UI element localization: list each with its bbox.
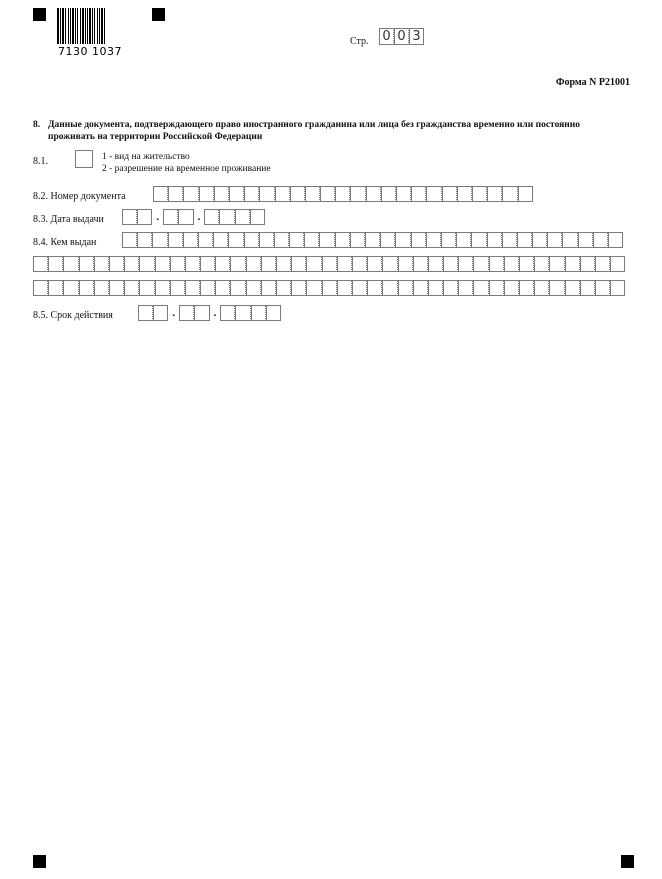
char-cell[interactable]: [578, 232, 593, 248]
char-cell[interactable]: [319, 232, 334, 248]
char-cell[interactable]: [289, 232, 304, 248]
date-separator: .: [213, 307, 217, 319]
char-cell[interactable]: [320, 186, 335, 202]
char-cell[interactable]: [122, 209, 137, 225]
char-cell[interactable]: [230, 256, 245, 272]
date-separator: .: [172, 307, 176, 319]
char-cell[interactable]: [170, 256, 185, 272]
validity-month-cells[interactable]: [179, 305, 209, 321]
char-cell[interactable]: [441, 232, 456, 248]
char-cell[interactable]: [381, 186, 396, 202]
char-cell[interactable]: [382, 256, 397, 272]
char-cell[interactable]: [335, 186, 350, 202]
section-number: 8.: [33, 120, 41, 130]
registration-marker-bottom-right: [621, 855, 634, 868]
registration-marker-bottom-left: [33, 855, 46, 868]
char-cell[interactable]: [228, 232, 243, 248]
char-cell[interactable]: [534, 256, 549, 272]
char-cell[interactable]: [261, 280, 276, 296]
char-cell[interactable]: [534, 280, 549, 296]
char-cell[interactable]: [259, 232, 274, 248]
char-cell[interactable]: [549, 256, 564, 272]
char-cell[interactable]: [443, 280, 458, 296]
char-cell[interactable]: [194, 305, 209, 321]
char-cell[interactable]: [549, 280, 564, 296]
issued-by-input-line-3[interactable]: [33, 280, 625, 296]
char-cell[interactable]: [442, 186, 457, 202]
char-cell[interactable]: [261, 256, 276, 272]
char-cell[interactable]: [204, 209, 219, 225]
char-cell[interactable]: [275, 186, 290, 202]
char-cell[interactable]: [250, 209, 265, 225]
char-cell[interactable]: [396, 186, 411, 202]
char-cell[interactable]: [48, 256, 63, 272]
registration-marker-top-right: [152, 8, 165, 21]
char-cell[interactable]: [352, 280, 367, 296]
char-cell[interactable]: [152, 232, 167, 248]
document-type-input[interactable]: [75, 150, 93, 168]
char-cell[interactable]: [322, 280, 337, 296]
char-cell[interactable]: [518, 186, 533, 202]
char-cell[interactable]: [593, 232, 608, 248]
char-cell[interactable]: [124, 280, 139, 296]
char-cell[interactable]: [185, 280, 200, 296]
char-cell[interactable]: [79, 280, 94, 296]
char-cell[interactable]: [138, 305, 153, 321]
form-id: Форма N Р21001: [555, 77, 630, 88]
char-cell[interactable]: [220, 305, 235, 321]
char-cell[interactable]: [580, 256, 595, 272]
char-cell[interactable]: [213, 232, 228, 248]
char-cell[interactable]: [183, 232, 198, 248]
validity-year-cells[interactable]: [220, 305, 281, 321]
validity-date-input[interactable]: [138, 305, 281, 321]
char-cell[interactable]: [155, 280, 170, 296]
field-8-2-label: 8.2. Номер документа: [33, 191, 126, 202]
char-cell[interactable]: [178, 209, 193, 225]
char-cell[interactable]: [580, 280, 595, 296]
char-cell[interactable]: [244, 186, 259, 202]
page-digit: 0: [394, 28, 409, 45]
char-cell[interactable]: [199, 186, 214, 202]
char-cell[interactable]: [246, 256, 261, 272]
char-cell[interactable]: [398, 256, 413, 272]
char-cell[interactable]: [426, 232, 441, 248]
char-cell[interactable]: [305, 186, 320, 202]
char-cell[interactable]: [185, 256, 200, 272]
char-cell[interactable]: [350, 186, 365, 202]
char-cell[interactable]: [473, 280, 488, 296]
document-type-options: [102, 151, 271, 175]
char-cell[interactable]: [457, 186, 472, 202]
char-cell[interactable]: [168, 186, 183, 202]
char-cell[interactable]: [562, 232, 577, 248]
char-cell[interactable]: [502, 232, 517, 248]
issue-date-input[interactable]: [122, 209, 265, 225]
issue-month-cells[interactable]: [163, 209, 193, 225]
char-cell[interactable]: [290, 186, 305, 202]
issued-by-input-line-1[interactable]: [122, 232, 623, 248]
char-cell[interactable]: [519, 256, 534, 272]
char-cell[interactable]: [595, 280, 610, 296]
char-cell[interactable]: [244, 232, 259, 248]
char-cell[interactable]: [163, 209, 178, 225]
page-digit: 3: [409, 28, 424, 45]
section-title: Данные документа, подтверждающего право иностранного гражданина или лица без гражданства временно или постоянно проживать на территории Российской Федерации: [48, 120, 580, 142]
char-cell[interactable]: [170, 280, 185, 296]
char-cell[interactable]: [266, 305, 281, 321]
char-cell[interactable]: [411, 232, 426, 248]
char-cell[interactable]: [304, 232, 319, 248]
char-cell[interactable]: [413, 256, 428, 272]
char-cell[interactable]: [63, 256, 78, 272]
char-cell[interactable]: [200, 256, 215, 272]
char-cell[interactable]: [365, 232, 380, 248]
char-cell[interactable]: [48, 280, 63, 296]
char-cell[interactable]: [230, 280, 245, 296]
char-cell[interactable]: [198, 232, 213, 248]
char-cell[interactable]: [517, 232, 532, 248]
char-cell[interactable]: [139, 280, 154, 296]
char-cell[interactable]: [595, 256, 610, 272]
char-cell[interactable]: [246, 280, 261, 296]
char-cell[interactable]: [122, 232, 137, 248]
issued-by-input-line-2[interactable]: [33, 256, 625, 272]
issue-year-cells[interactable]: [204, 209, 265, 225]
char-cell[interactable]: [489, 280, 504, 296]
char-cell[interactable]: [274, 232, 289, 248]
char-cell[interactable]: [33, 280, 48, 296]
char-cell[interactable]: [487, 186, 502, 202]
char-cell[interactable]: [413, 280, 428, 296]
char-cell[interactable]: [276, 256, 291, 272]
char-cell[interactable]: [94, 280, 109, 296]
char-cell[interactable]: [94, 256, 109, 272]
char-cell[interactable]: [472, 186, 487, 202]
char-cell[interactable]: [124, 256, 139, 272]
char-cell[interactable]: [337, 256, 352, 272]
field-8-1-label: 8.1.: [33, 156, 48, 167]
option-temporary-residence: 2 - разрешение на временное проживание: [102, 164, 271, 174]
char-cell[interactable]: [200, 280, 215, 296]
char-cell[interactable]: [411, 186, 426, 202]
char-cell[interactable]: [306, 256, 321, 272]
char-cell[interactable]: [335, 232, 350, 248]
char-cell[interactable]: [259, 186, 274, 202]
char-cell[interactable]: [322, 256, 337, 272]
char-cell[interactable]: [426, 186, 441, 202]
char-cell[interactable]: [235, 305, 250, 321]
field-8-4-label: 8.4. Кем выдан: [33, 237, 97, 248]
date-separator: .: [197, 211, 201, 223]
char-cell[interactable]: [137, 209, 152, 225]
char-cell[interactable]: [565, 256, 580, 272]
char-cell[interactable]: [608, 232, 623, 248]
char-cell[interactable]: [547, 232, 562, 248]
char-cell[interactable]: [504, 280, 519, 296]
char-cell[interactable]: [458, 280, 473, 296]
char-cell[interactable]: [276, 280, 291, 296]
char-cell[interactable]: [235, 209, 250, 225]
char-cell[interactable]: [306, 280, 321, 296]
char-cell[interactable]: [153, 305, 168, 321]
char-cell[interactable]: [382, 280, 397, 296]
date-separator: .: [156, 211, 160, 223]
barcode-number: 7130 1037: [58, 45, 122, 58]
char-cell[interactable]: [137, 232, 152, 248]
char-cell[interactable]: [380, 232, 395, 248]
char-cell[interactable]: [219, 209, 234, 225]
char-cell[interactable]: [350, 232, 365, 248]
char-cell[interactable]: [532, 232, 547, 248]
char-cell[interactable]: [487, 232, 502, 248]
char-cell[interactable]: [398, 280, 413, 296]
char-cell[interactable]: [337, 280, 352, 296]
char-cell[interactable]: [352, 256, 367, 272]
char-cell[interactable]: [366, 186, 381, 202]
char-cell[interactable]: [229, 186, 244, 202]
page-digit: 0: [379, 28, 394, 45]
char-cell[interactable]: [367, 280, 382, 296]
char-cell[interactable]: [610, 280, 625, 296]
option-residence-permit: 1 - вид на жительство: [102, 152, 190, 162]
char-cell[interactable]: [79, 256, 94, 272]
field-8-3-label: 8.3. Дата выдачи: [33, 214, 104, 225]
char-cell[interactable]: [565, 280, 580, 296]
char-cell[interactable]: [456, 232, 471, 248]
barcode: [56, 8, 140, 48]
char-cell[interactable]: [109, 256, 124, 272]
char-cell[interactable]: [471, 232, 486, 248]
char-cell[interactable]: [214, 186, 229, 202]
char-cell[interactable]: [155, 256, 170, 272]
char-cell[interactable]: [504, 256, 519, 272]
document-number-input[interactable]: [153, 186, 533, 202]
char-cell[interactable]: [291, 280, 306, 296]
char-cell[interactable]: [519, 280, 534, 296]
field-8-5-label: 8.5. Срок действия: [33, 310, 113, 321]
char-cell[interactable]: [291, 256, 306, 272]
char-cell[interactable]: [215, 256, 230, 272]
char-cell[interactable]: [458, 256, 473, 272]
char-cell[interactable]: [610, 256, 625, 272]
char-cell[interactable]: [395, 232, 410, 248]
char-cell[interactable]: [153, 186, 168, 202]
char-cell[interactable]: [63, 280, 78, 296]
char-cell[interactable]: [473, 256, 488, 272]
char-cell[interactable]: [183, 186, 198, 202]
char-cell[interactable]: [502, 186, 517, 202]
registration-marker-top-left: [33, 8, 46, 21]
char-cell[interactable]: [215, 280, 230, 296]
char-cell[interactable]: [489, 256, 504, 272]
char-cell[interactable]: [428, 280, 443, 296]
validity-day-cells[interactable]: [138, 305, 168, 321]
char-cell[interactable]: [367, 256, 382, 272]
char-cell[interactable]: [179, 305, 194, 321]
page-number-cells: [379, 28, 424, 45]
char-cell[interactable]: [428, 256, 443, 272]
char-cell[interactable]: [109, 280, 124, 296]
char-cell[interactable]: [139, 256, 154, 272]
page-label: Стр.: [350, 36, 369, 47]
char-cell[interactable]: [33, 256, 48, 272]
char-cell[interactable]: [443, 256, 458, 272]
char-cell[interactable]: [251, 305, 266, 321]
issue-day-cells[interactable]: [122, 209, 152, 225]
char-cell[interactable]: [168, 232, 183, 248]
